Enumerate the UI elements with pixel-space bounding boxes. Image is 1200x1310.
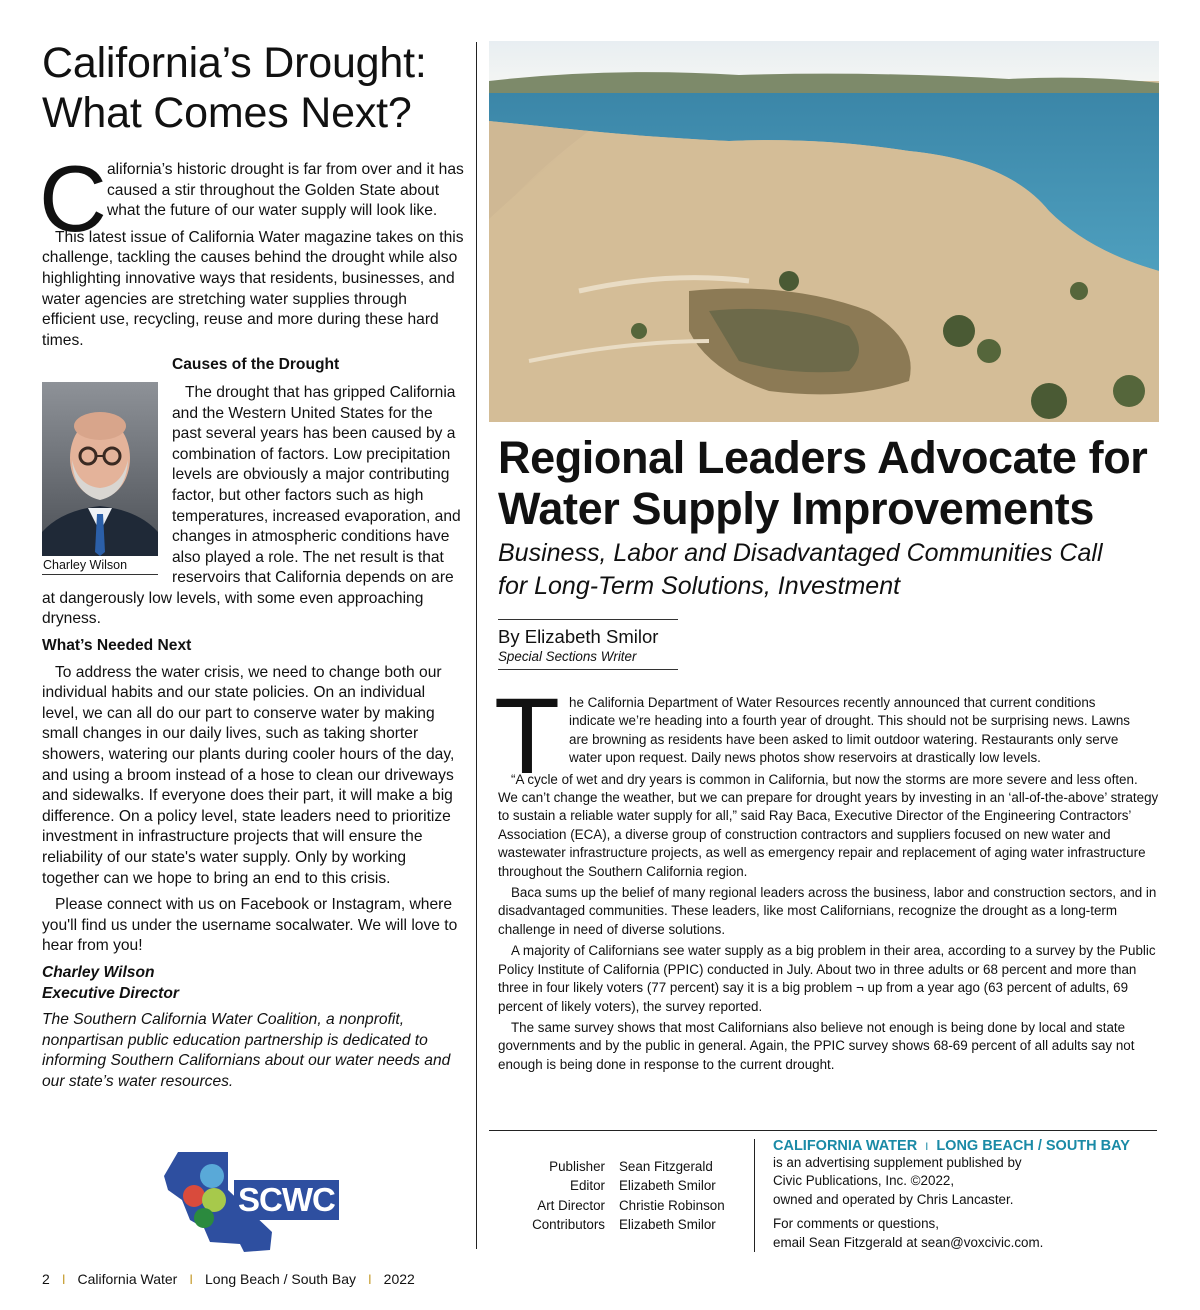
article-drop-cap: T: [494, 675, 560, 796]
masthead-info: [773, 1138, 1173, 1252]
scwc-logo: [160, 1150, 335, 1254]
intro-paragraph: alifornia’s historic drought is far from over and it has caused a stir throughout the Golden State about what the future of our water supply will look like.: [107, 161, 464, 220]
byline-rule-top: [498, 619, 678, 620]
intro-block: [39, 146, 464, 251]
masthead-line: Civic Publications, Inc. ©2022,: [773, 1173, 955, 1189]
staff-row: Publisher Sean Fitzgerald: [549, 1159, 713, 1174]
staff-row: Contributors Elizabeth Smilor: [532, 1217, 716, 1233]
next-paragraph: To address the water crisis, we need to change both our individual habits and our state policies. On an individual level, we can all do our part to conserve water by making small changes in our daily lives, such as taking shorter showers, watering our plants during cooler hours of the day, and using a broom instead of a hose to clean our driveways and sidewalks. If everyone does their part, it will make a big difference. On a policy level, state leaders need to prioritize investment in infrastructure projects that will ensure the reliability of our state's water supply. Only by working together can we hope to bring an end to this crisis.: [42, 663, 455, 887]
article-headline: Regional Leaders Advocate for Water Supply Improvements: [498, 432, 1148, 534]
masthead-line: is an advertising supplement published by: [773, 1155, 1022, 1170]
person-portrait-image: [42, 382, 158, 556]
causes-paragraph: The drought that has gripped California and the Western United States for the past several years has been caused by a combination of factors. Low precipitation levels are obviously a major contributing factor, but other factors such as high temperatures, increased evaporation, and changes in atmospheric conditions have also played a role. The net result is that reservoirs that California depends on are at dangerously low levels, with some even approaching dryness.: [42, 383, 461, 628]
article-paragraph-5: The same survey shows that most Californians also believe not enough is being done by local and state governments and by the public in general. Again, the PPIC survey shows 68-69 percent of all adults say not enough is being done in response to the current drought.: [498, 1019, 1135, 1072]
article-lead: [494, 675, 1160, 796]
publication-name: California Water: [77, 1271, 178, 1287]
signature-title: Executive Director: [42, 984, 179, 1002]
byline-author: By Elizabeth Smilor: [498, 626, 659, 647]
page-title: California’s Drought: What Comes Next?: [42, 39, 427, 137]
photo-caption: Charley Wilson: [42, 556, 158, 575]
masthead-brand: CALIFORNIA WATER I LONG BEACH / SOUTH BAY: [773, 1138, 1130, 1154]
article-header: [498, 432, 1178, 603]
connect-paragraph: Please connect with us on Facebook or Instagram, where you'll find us under the username socalwater. We will love to hear from you!: [42, 896, 458, 955]
drop-cap: C: [39, 146, 107, 251]
portrait-photo: [42, 382, 158, 556]
portrait-figure: [42, 382, 158, 575]
staff-list: [490, 1157, 750, 1235]
aerial-reservoir-image: [489, 41, 1159, 422]
staff-row: Art Director Christie Robinson: [537, 1197, 725, 1213]
page-footer: 2 I California Water I Long Beach / South Bay I 2022: [42, 1271, 415, 1287]
byline-role: Special Sections Writer: [498, 649, 637, 664]
masthead-divider: [754, 1139, 755, 1252]
article-deck: Business, Labor and Disadvantaged Communities Call for Long-Term Solutions, Investment: [498, 539, 1103, 600]
article-paragraph-1: he California Department of Water Resources recently announced that current conditions indicate we’re heading into a fourth year of drought. This should not be surprising news. Lawns are browning as residents have been asked to limit outdoor watering. Restaurants only serve water upon request. Daily news photos show reservoirs at drastically low levels.: [569, 695, 1131, 766]
edition-name: Long Beach / South Bay: [205, 1271, 356, 1287]
article-paragraph-3: Baca sums up the belief of many regional leaders across the business, labor and construction sectors, and in disadvantaged communities. These leaders, like most Californians, recognize the drought as a long-term challenge in need of diverse solutions.: [498, 885, 1157, 937]
publication-year: 2022: [383, 1271, 415, 1287]
masthead-line: For comments or questions,: [773, 1216, 939, 1232]
intro-paragraph-2: This latest issue of California Water magazine takes on this challenge, tackling the causes behind the drought while also highlighting innovative ways that residents, businesses, and water agencies are stretching water supplies through efficient use, recycling, reuse and more during these hard times.: [42, 228, 464, 349]
section-heading-causes: Causes of the Drought: [172, 356, 340, 374]
logo-wordmark: SCWC: [234, 1180, 339, 1220]
page-number: 2: [42, 1271, 50, 1287]
contact-line: email Sean Fitzgerald at sean@voxcivic.com.: [773, 1234, 1044, 1250]
signature-name: Charley Wilson: [42, 963, 155, 981]
reservoir-photo: [489, 41, 1159, 422]
byline-block: [498, 619, 678, 670]
article-paragraph-2: “A cycle of wet and dry years is common in California, but now the storms are more severe and less often. We can’t change the weather, but we can prepare for drought years by investing in an ‘all-of-the-above’ strategy to sustain a reliable water supply for all,” said Ray Baca, Executive Director of the Engineering Contractors’ Association (ECA), a diverse group of construction contractors and suppliers focused on new water and wastewater infrastructure projects, as well as emergency repair and replacement of aging water infrastructure throughout the Southern California region.: [498, 771, 1159, 879]
byline-rule-bottom: [498, 669, 678, 670]
masthead-line: owned and operated by Chris Lancaster.: [773, 1191, 1014, 1207]
staff-row: Editor Elizabeth Smilor: [570, 1178, 716, 1194]
section-heading-next: What’s Needed Next: [42, 637, 192, 655]
masthead-rule: [489, 1130, 1157, 1131]
column-divider: [476, 42, 477, 1249]
coalition-description: The Southern California Water Coalition, a nonprofit, nonpartisan public education partnership is dedicated to informing Southern Californians about our water needs and our state’s water resources.: [42, 1011, 451, 1090]
article-paragraph-4: A majority of Californians see water supply as a big problem in their area, according to a survey by the Public Policy Institute of California (PPIC) conducted in July. About two in three adults or 68 percent and more than three in four likely voters (77 percent) say it is a big problem ¬ up from a year ago (63 percent of adults, 69 percent of likely voters), the survey reported.: [498, 943, 1156, 1014]
article-body: [494, 675, 1160, 1074]
